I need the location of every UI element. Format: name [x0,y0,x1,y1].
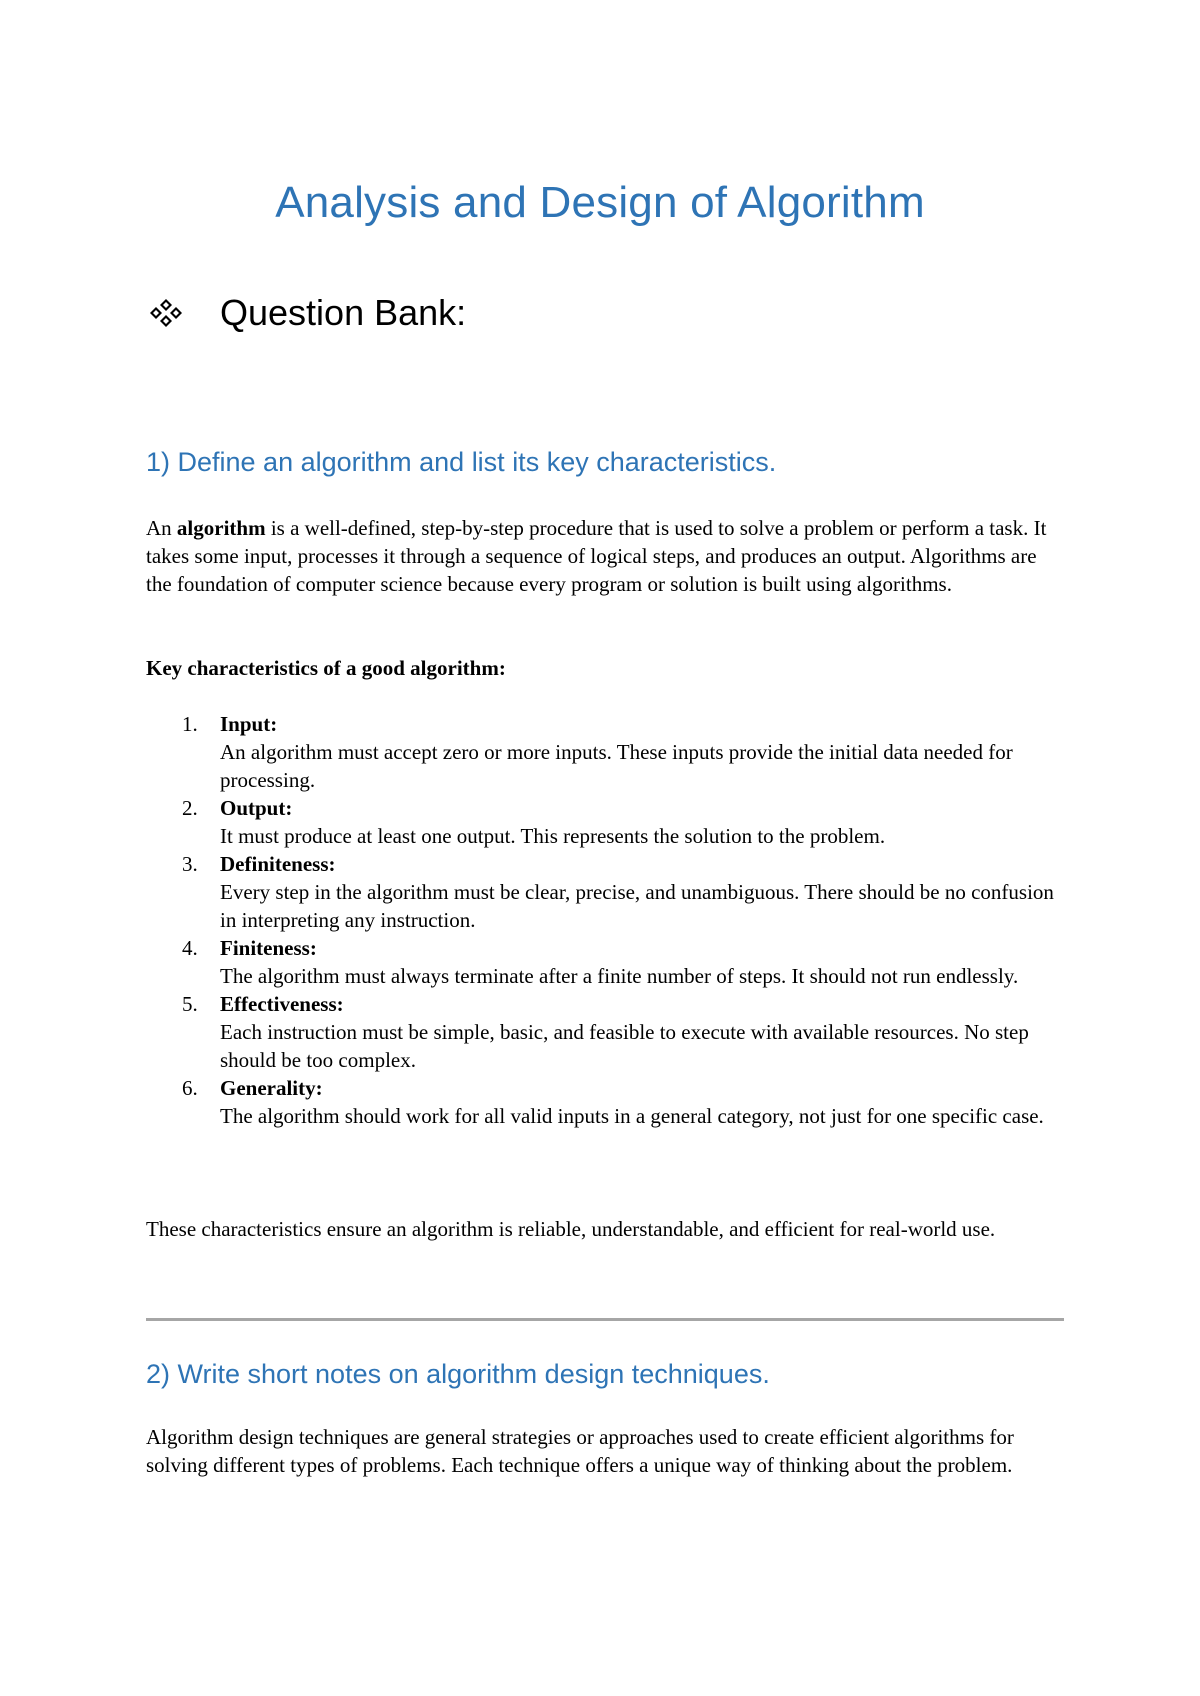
four-diamond-bullet-icon [146,297,186,329]
list-item-number: 4. [182,936,198,960]
list-item [146,990,1066,1074]
list-item-description: Every step in the algorithm must be clear, precise, and unambiguous. There should be no confusion in interpreting any instruction. [220,880,1054,932]
question-2-heading: 2) Write short notes on algorithm design techniques. [146,1359,770,1389]
question-2-intro: Algorithm design techniques are general strategies or approaches used to create efficient algorithms for solving different types of problems. Each technique offers a unique way of thinking about the problem. [146,1425,1014,1477]
list-item [146,794,1066,850]
list-item-description: It must produce at least one output. This represents the solution to the problem. [220,824,886,848]
document-title: Analysis and Design of Algorithm [275,178,925,227]
list-item-description: Each instruction must be simple, basic, and feasible to execute with available resources. No step should be too complex. [220,1020,1029,1072]
list-item-term: Generality: [220,1076,323,1100]
list-item-term: Effectiveness: [220,992,344,1016]
list-item-number: 6. [182,1076,198,1100]
list-item-number: 2. [182,796,198,820]
list-item-description: The algorithm must always terminate after a finite number of steps. It should not run endlessly. [220,964,1019,988]
list-item-number: 1. [182,712,198,736]
list-item-number: 5. [182,992,198,1016]
list-item-number: 3. [182,852,198,876]
question-1-intro [146,514,1066,598]
intro-bold-term: algorithm [176,516,266,540]
list-item [146,710,1066,794]
list-item [146,934,1066,990]
characteristics-list [146,710,1066,1130]
list-item-description: The algorithm should work for all valid inputs in a general category, not just for one specific case. [220,1104,1044,1128]
list-item [146,850,1066,934]
intro-prefix: An [146,516,177,540]
question-1-heading: 1) Define an algorithm and list its key characteristics. [146,447,777,477]
list-item-term: Definiteness: [220,852,336,876]
list-item-term: Output: [220,796,293,820]
list-item-description: An algorithm must accept zero or more inputs. These inputs provide the initial data needed for processing. [220,740,1013,792]
horizontal-divider [146,1318,1064,1321]
key-characteristics-heading: Key characteristics of a good algorithm: [146,656,506,680]
list-item-term: Input: [220,712,278,736]
question-1-closing: These characteristics ensure an algorithm is reliable, understandable, and efficient for real-world use. [146,1217,996,1241]
section-heading [146,292,466,334]
section-heading-label: Question Bank: [220,292,467,333]
list-item [146,1074,1066,1130]
list-item-term: Finiteness: [220,936,317,960]
intro-rest: is a well-defined, step-by-step procedure that is used to solve a problem or perform a task. It takes some input, processes it through a sequence of logical steps, and produces an output. Algorithms are the foundation of computer science because every program or solution is built using algorithms. [146,516,1047,596]
